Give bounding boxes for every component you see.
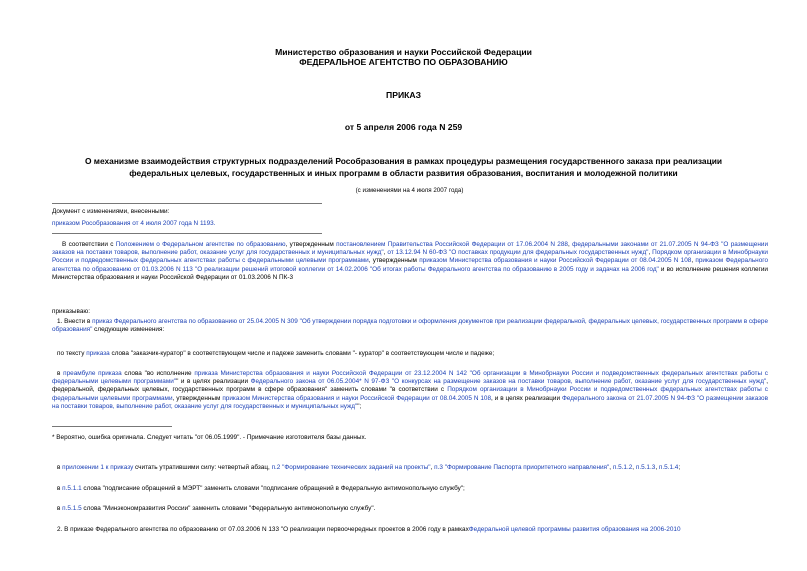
text-span: слова "подписание обращений в МЭРТ" заменить словами "подписание обращений в Федеральную антимонопольную службу"; (81, 485, 465, 492)
text-span: слова "во исполнение (121, 370, 195, 377)
text-span: , (430, 464, 435, 471)
appendix-paragraph (52, 464, 768, 472)
amendment-order-link[interactable]: приказом Рособразования от 4 июля 2007 года N 1193. (52, 220, 216, 227)
procedure-link-2[interactable]: Порядком организации в Минобрнауки России и подведомственных федеральных агентствах работы с федеральными целевыми программами (52, 386, 769, 402)
text-span: 2. В приказе Федерального агентства по образованию от 07.03.2006 N 133 "О реализации первоочередных проектов в 2006 году в рамках (57, 526, 469, 533)
appendix-1-link[interactable]: приложении 1 к приказу (62, 464, 134, 471)
federal-law-60-link[interactable]: от 13.12.94 N 60-ФЗ "О поставках продукции для федеральных государственных нужд" (387, 249, 649, 257)
text-span: слова "заказчик-куратор" в соответствующем числе и падеже заменить словами "- куратор" в соответствующем числе и падеже; (109, 350, 495, 357)
text-span: , утвержденным (368, 257, 420, 265)
item-1-paragraph (52, 318, 768, 334)
text-span: в (57, 370, 64, 377)
clause-5-1-1-link[interactable]: п.5.1.1 (62, 485, 82, 492)
text-span: в (57, 485, 63, 492)
ministry-name: Министерство образования и науки Российской Федерации (275, 47, 532, 57)
clause-5-1-5-paragraph (52, 505, 768, 513)
text-span: , (655, 464, 659, 471)
ministry-order-108-link-2[interactable]: приказом Министерства образования и науки Российской Федерации от 08.04.2005 N 108 (222, 394, 492, 402)
text-span: В соответствии с (62, 241, 116, 248)
preamble-paragraph (52, 241, 768, 282)
text-span: в (57, 464, 63, 471)
clause-5-1-1-paragraph (52, 485, 768, 493)
text-span: в (57, 505, 63, 512)
text-span: 1. Внести в (57, 318, 93, 325)
federal-law-94-link-2[interactable]: Федерального закона от 21.07.2005 N 94-ФЗ "О размещении заказов на поставки товаров, выполнение работ, оказание услуг для государственных и муниципальных нужд" (52, 394, 768, 410)
text-span: , утвержденным (285, 241, 337, 248)
ministry-order-142-link[interactable]: приказа Министерства образования и науки Российской Федерации от 23.12.2004 N 142 "Об организации в Минобрнауки России и подведомственных федеральных агентствах работы с федеральными целевыми программами" (52, 370, 769, 386)
clause-5-1-4-link[interactable]: п.5.1.4 (658, 464, 679, 471)
doc-type: ПРИКАЗ (386, 90, 421, 100)
doc-date-number: от 5 апреля 2006 года N 259 (344, 122, 463, 132)
regulation-link[interactable]: Положением о Федеральном агентстве по образованию (115, 241, 286, 248)
order-preamble-link[interactable]: преамбуле приказа (63, 370, 122, 377)
order-text-link[interactable]: приказа (86, 350, 110, 357)
clause-5-1-5-link[interactable]: п.5.1.5 (62, 505, 82, 512)
text-span: , (632, 464, 636, 471)
clause-2-link[interactable]: п.2 "Формирование технических заданий на проекты" (271, 464, 431, 471)
federal-law-94-link[interactable]: федеральными законами от 21.07.2005 N 94-ФЗ "О размещении заказов на поставки товаров, выполнение работ, оказание услуг для государственных и муниципальных нужд" (52, 241, 769, 257)
text-span: и во исполнение решения коллегии Министерства образования и науки Российской Федерации от 01.03.2006 N ПК-3 (52, 265, 768, 281)
procedure-link[interactable]: Порядком организации в Минобрнауки России и подведомственных федеральных агентствах работы с федеральными целевыми программами (52, 249, 769, 265)
ministry-order-108-link[interactable]: приказом Министерства образования и науки Российской Федерации от 08.04.2005 N 108 (419, 257, 692, 265)
footnote: * Вероятно, ошибка оригинала. Следует читать "от 06.05.1999". - Примечание изготовителя базы данных. (52, 434, 367, 441)
text-span: , и в целях реализации (491, 394, 562, 402)
agency-order-309-link[interactable]: приказ Федерального агентства по образованию от 25.04.2005 N 309 "Об утверждении порядка подготовки и оформления документов при реализации федеральной, федеральных целевых, государственных программ в сфере образования" (52, 318, 769, 334)
text-span: "; (357, 402, 362, 410)
doc-title-line1: О механизме взаимодействия структурных подразделений Рособразования в рамках процедуры размещения государственного заказа при реализации (84, 156, 723, 166)
divider-top (52, 203, 322, 204)
divider-bottom (52, 233, 322, 234)
clause-5-1-2-link[interactable]: п.5.1.2 (612, 464, 633, 471)
text-span: , утвержденным (172, 394, 223, 402)
text-span: следующие изменения: (92, 326, 165, 334)
text-span: , (567, 241, 573, 248)
text-span: " и в целях реализации (176, 378, 251, 386)
text-span: , федеральной, федеральных целевых, государственных программ в сфере образования" заменить словами "в соответствии с (52, 378, 768, 394)
agency-name: ФЕДЕРАЛЬНОЕ АГЕНТСТВО ПО ОБРАЗОВАНИЮ (299, 57, 508, 67)
text-span: ; (678, 464, 681, 471)
text-span: , (648, 249, 653, 257)
text-span: по тексту (57, 350, 87, 357)
text-span: считать утратившими силу: четвертый абзац, (133, 464, 272, 471)
doc-title-line2: федеральных целевых, государственных и иных программ в области развития образования, воспитания и молодежной политики (129, 168, 678, 178)
preamble-amendment-paragraph (52, 370, 768, 411)
order-word: приказываю: (52, 308, 90, 315)
agency-order-113-link[interactable]: приказом Федерального агентства по образованию от 01.03.2006 N 113 "О реализации решений итоговой коллегии от 14.02.2006 "Об итогах работы Федерального агентства по образованию в 2005 году и задачах на 2006 год" (52, 257, 768, 273)
text-span: , (383, 249, 388, 257)
item-2-paragraph (52, 526, 768, 534)
changes-label: Документ с изменениями, внесенными: (52, 208, 170, 215)
government-decree-link[interactable]: постановлением Правительства Российской Федерации от 17.06.2004 N 288 (336, 241, 568, 248)
federal-program-link[interactable]: Федеральной целевой программы развития образования на 2006-2010 (468, 526, 681, 533)
clause-3-link[interactable]: п.3 "Формирование Паспорта приоритетного направления" (434, 464, 610, 471)
footnote-divider (52, 426, 172, 427)
text-span: слова "Минэкономразвития России" заменить словами "Федеральную антимонопольную службу". (81, 505, 376, 512)
amendment-note: (с изменениями на 4 июля 2007 года) (355, 187, 464, 194)
text-span: , (609, 464, 613, 471)
curator-replacement-paragraph (52, 350, 768, 358)
federal-law-97-link[interactable]: Федерального закона от 06.05.2004* N 97-ФЗ "О конкурсах на размещение заказов на поставки товаров, выполнение работ, оказание услуг для государственных нужд" (250, 378, 767, 386)
text-span: , (691, 257, 696, 265)
clause-5-1-3-link[interactable]: п.5.1.3 (635, 464, 656, 471)
